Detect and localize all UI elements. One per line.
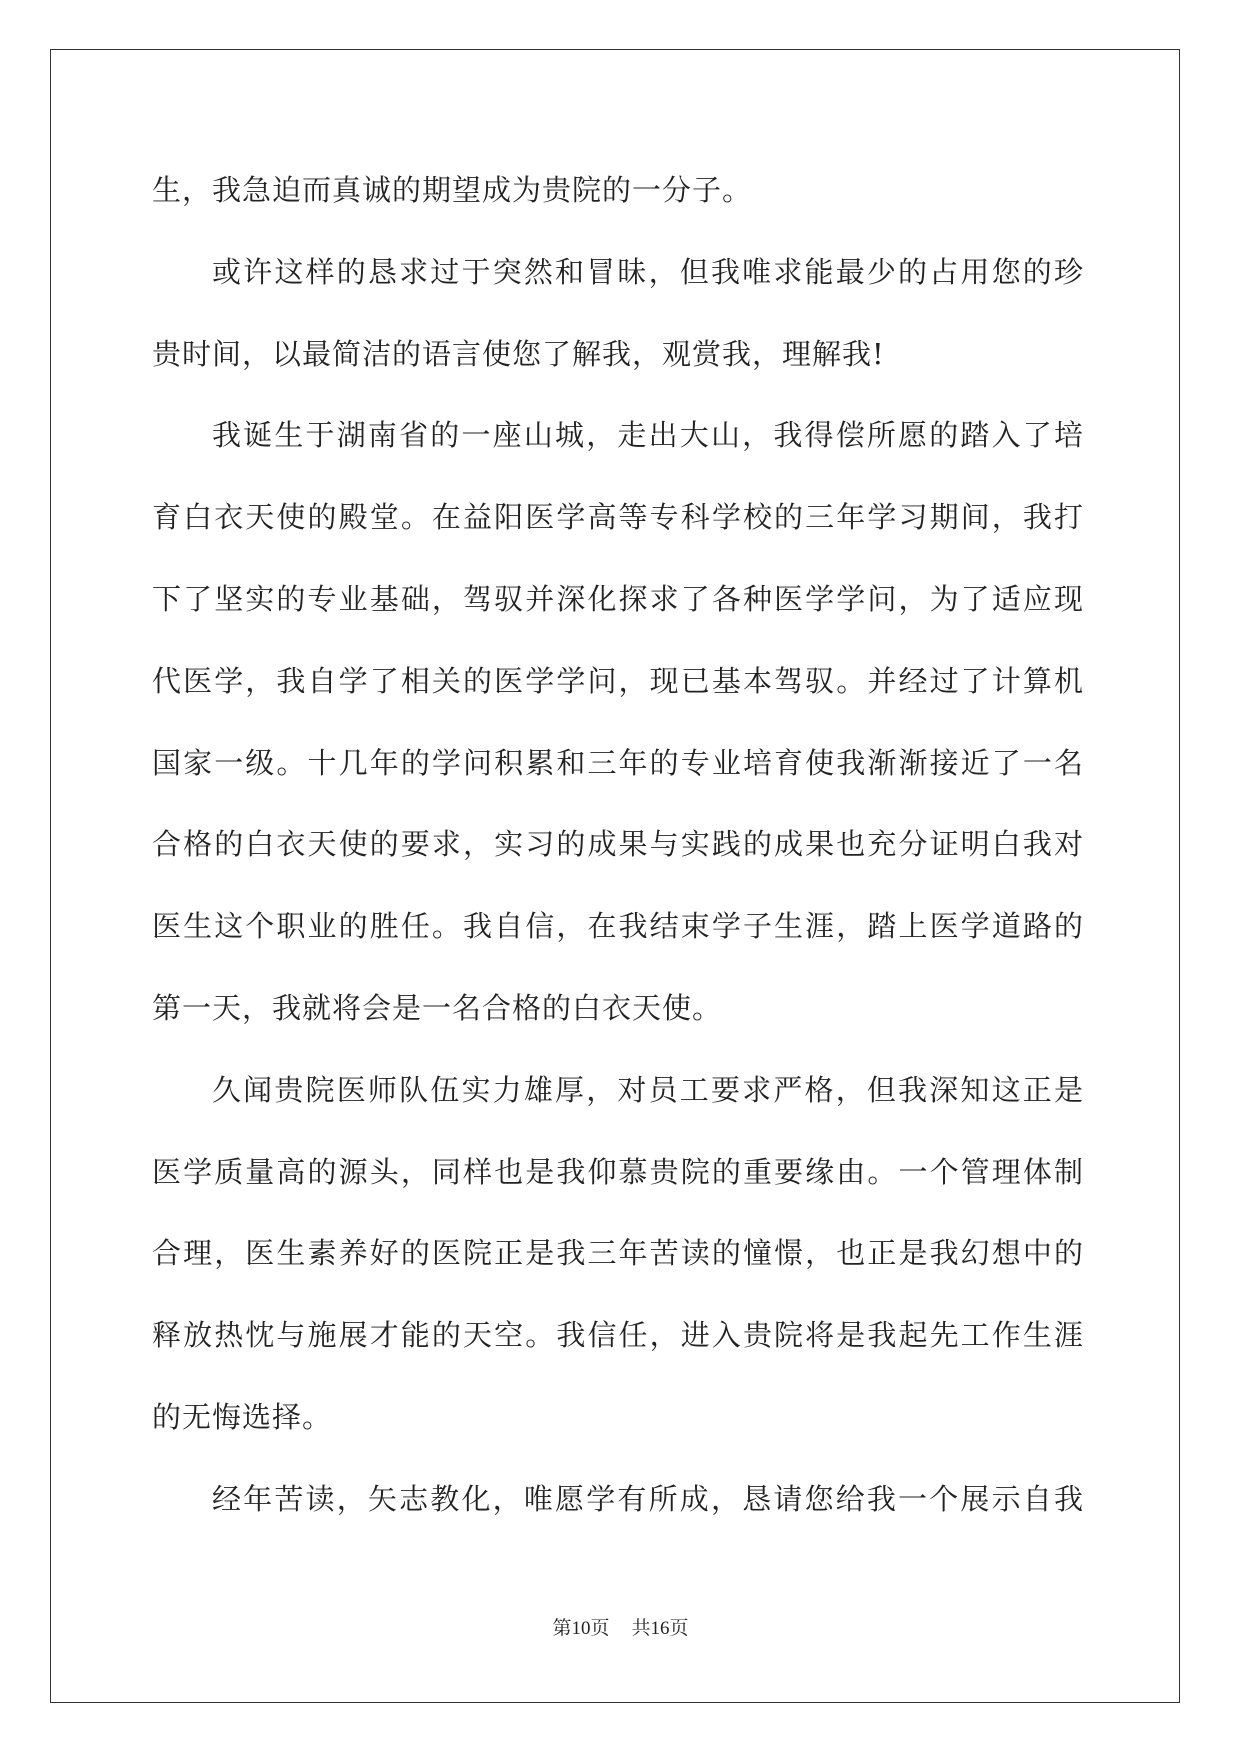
text-line: 或许这样的恳求过于突然和冒昧，但我唯求能最少的占用您的珍 — [212, 254, 1084, 289]
text-line: 生，我急迫而真诚的期望成为贵院的一分子。 — [152, 173, 753, 207]
document-body — [152, 163, 1084, 1554]
page-number: 第10页 — [552, 1618, 610, 1639]
text-line: 久闻贵院医师队伍实力雄厚，对员工要求严格，但我深知这正是 — [212, 1072, 1084, 1107]
text-line: 贵时间，以最简洁的语言使您了解我，观赏我，理解我! — [152, 336, 885, 371]
text-line: 的无悔选择。 — [152, 1399, 333, 1434]
text-line: 经年苦读，矢志教化，唯愿学有所成，恳请您给我一个展示自我 — [212, 1481, 1084, 1516]
text-line: 合格的白衣天使的要求，实习的成果与实践的成果也充分证明白我对 — [152, 827, 1084, 862]
text-line: 我诞生于湖南省的一座山城，走出大山，我得偿所愿的踏入了培 — [212, 418, 1084, 453]
text-line: 释放热忱与施展才能的天空。我信任，进入贵院将是我起先工作生涯 — [152, 1318, 1084, 1353]
text-line: 医生这个职业的胜任。我自信，在我结束学子生涯，踏上医学道路的 — [152, 909, 1084, 944]
text-line: 医学质量高的源头，同样也是我仰慕贵院的重要缘由。一个管理体制 — [152, 1154, 1084, 1189]
text-line: 下了坚实的专业基础，驾驭并深化探求了各种医学学问，为了适应现 — [152, 581, 1084, 616]
page-total: 共16页 — [631, 1618, 689, 1639]
page-footer — [0, 1613, 1241, 1640]
text-line: 第一天，我就将会是一名合格的白衣天使。 — [152, 990, 723, 1025]
text-line: 国家一级。十几年的学问积累和三年的专业培育使我渐渐接近了一名 — [152, 745, 1084, 780]
text-line: 代医学，我自学了相关的医学学问，现已基本驾驭。并经过了计算机 — [152, 663, 1084, 698]
text-line: 合理，医生素养好的医院正是我三年苦读的憧憬，也正是我幻想中的 — [152, 1236, 1084, 1271]
text-line: 育白衣天使的殿堂。在益阳医学高等专科学校的三年学习期间，我打 — [152, 500, 1084, 535]
